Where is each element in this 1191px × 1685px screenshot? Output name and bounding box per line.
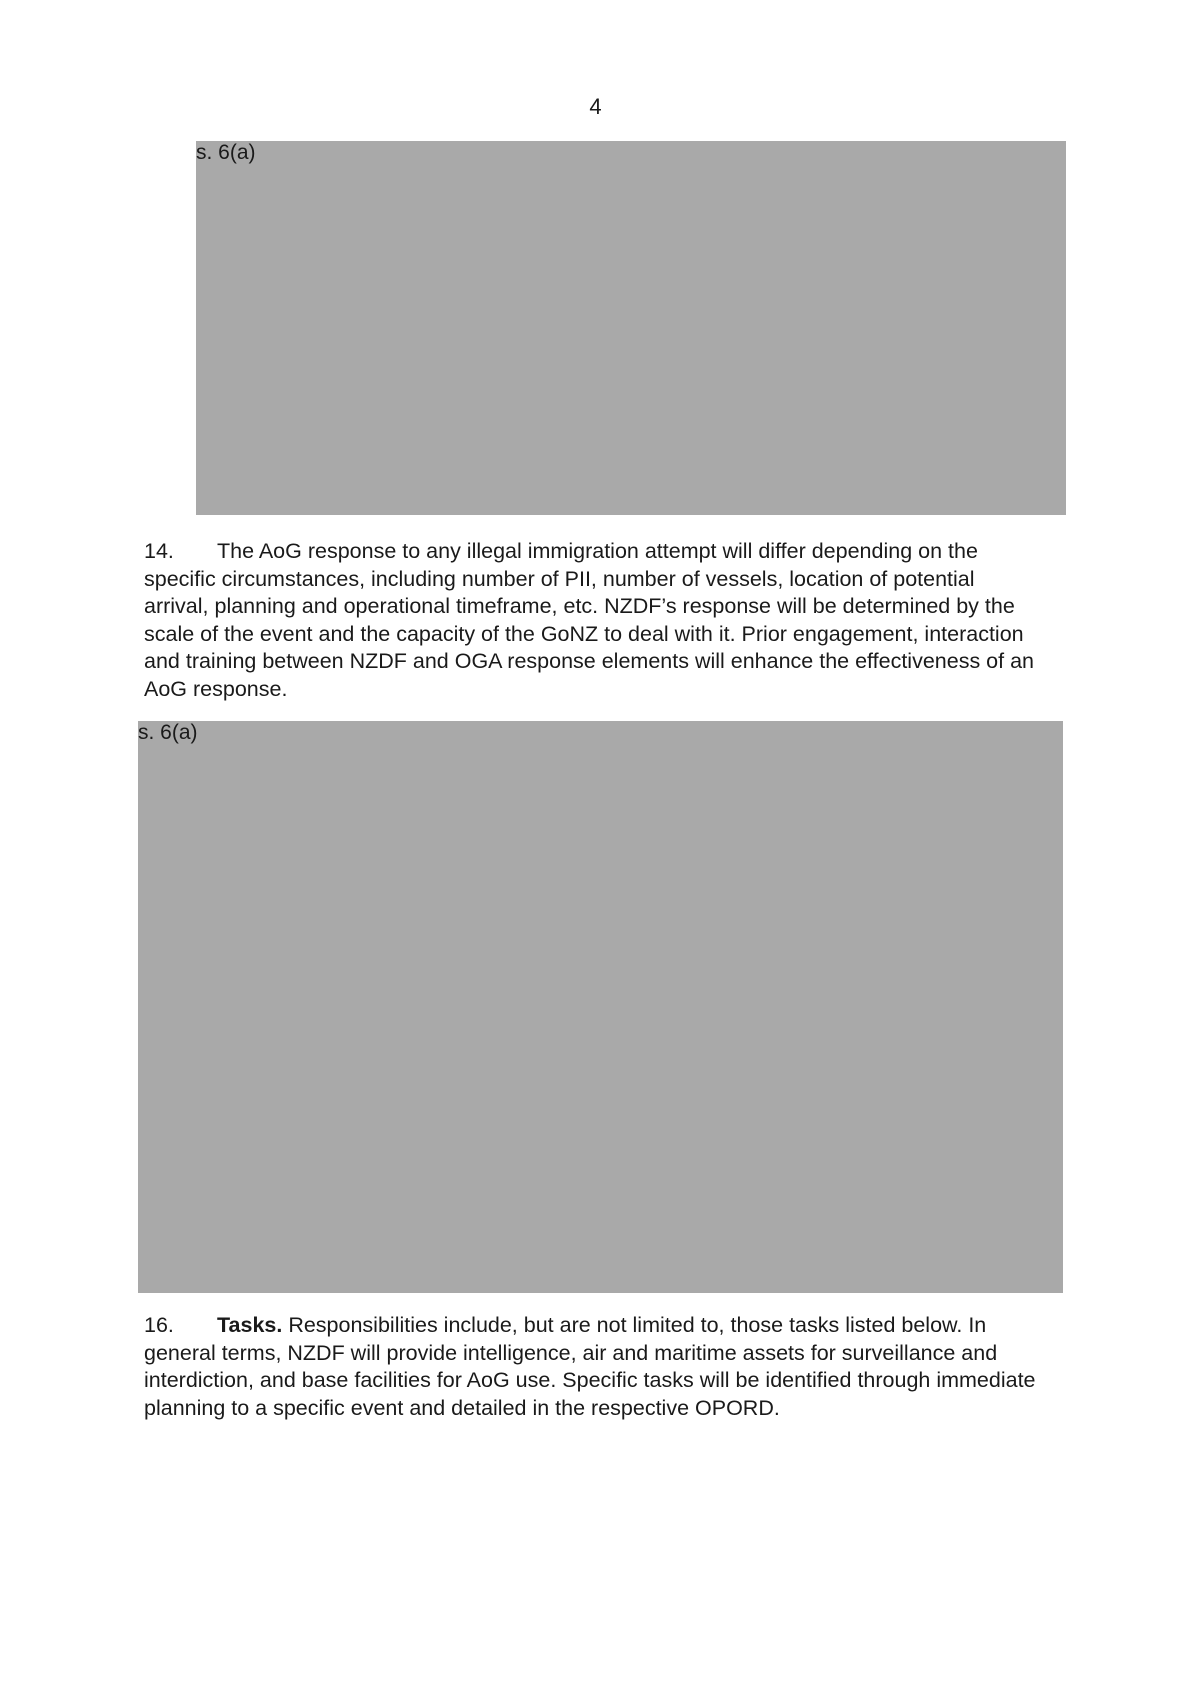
paragraph-16 [144,1312,1044,1422]
redaction-block [138,721,1063,1293]
paragraph-text: The AoG response to any illegal immigration attempt will differ depending on the specific circumstances, including number of PII, number of vessels, location of potential arrival, planning and operational timeframe, etc. NZDF’s response will be determined by the scale of the event and the capacity of the GoNZ to deal with it. Prior engagement, interaction and training between NZDF and OGA response elements will enhance the effectiveness of an AoG response. [144,539,1034,701]
redaction-exemption-label: s. 6(a) [138,721,198,744]
page-number: 4 [589,94,602,119]
paragraph-number: 16. [144,1313,174,1337]
paragraph-heading: Tasks. [217,1313,283,1337]
redaction-exemption-label: s. 6(a) [196,141,256,164]
paragraph-text: Responsibilities include, but are not limited to, those tasks listed below. In general terms, NZDF will provide intelligence, air and maritime assets for surveillance and interdiction, and base facilities for AoG use. Specific tasks will be identified through immediate planning to a specific event and detailed in the respective OPORD. [144,1313,1036,1420]
redaction-block [196,141,1066,515]
paragraph-number: 14. [144,539,174,563]
paragraph-14 [144,538,1044,704]
